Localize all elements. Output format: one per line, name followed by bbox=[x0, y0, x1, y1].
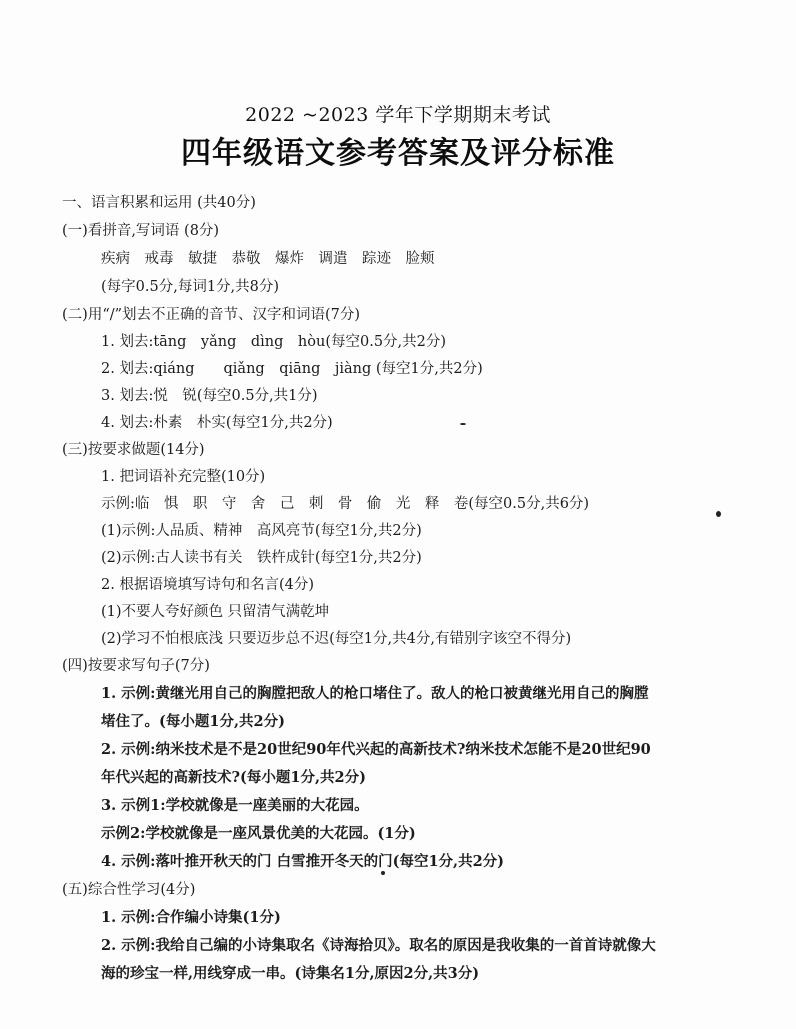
answer-line: 1. 划去:tāng yǎng dìng hòu(每空0.5分,共2分) bbox=[101, 334, 447, 350]
subsection-heading: (四)按要求写句子(7分) bbox=[62, 658, 210, 674]
subsection-heading: (五)综合性学习(4分) bbox=[62, 882, 196, 898]
answer-line: 3. 划去:悦 锐(每空0.5分,共1分) bbox=[101, 388, 318, 404]
scoring-note: (每字0.5分,每词1分,共8分) bbox=[101, 279, 280, 295]
answer-line: 2. 示例:纳米技术是不是20世纪90年代兴起的高新技术?纳米技术怎能不是20世纪90 bbox=[101, 741, 651, 758]
answer-line: 年代兴起的高新技术?(每小题1分,共2分) bbox=[101, 769, 366, 786]
scan-speck bbox=[716, 511, 721, 517]
answer-line: 1. 把词语补充完整(10分) bbox=[101, 469, 266, 485]
answer-line: (1)不要人夸好颜色 只留清气满乾坤 bbox=[101, 604, 330, 620]
exam-subtitle: 2022 ~2023 学年下学期期末考试 bbox=[245, 104, 551, 126]
answer-line: 1. 示例:黄继光用自己的胸膛把敌人的枪口堵住了。敌人的枪口被黄继光用自己的胸膛 bbox=[101, 685, 649, 702]
answer-line: 2. 划去:qiáng qiǎng qiāng jiàng (每空1分,共2分) bbox=[101, 361, 483, 377]
answer-line: 1. 示例:合作编小诗集(1分) bbox=[101, 909, 281, 926]
answer-line: 4. 划去:朴素 朴实(每空1分,共2分) bbox=[101, 415, 333, 431]
answer-line: 3. 示例1:学校就像是一座美丽的大花园。 bbox=[101, 797, 369, 814]
answer-line: 示例2:学校就像是一座风景优美的大花园。(1分) bbox=[101, 825, 416, 842]
answer-line: 堵住了。(每小题1分,共2分) bbox=[101, 713, 285, 730]
answer-line: (2)学习不怕根底浅 只要迈步总不迟(每空1分,共4分,有错别字该空不得分) bbox=[101, 631, 572, 647]
scan-speck bbox=[460, 423, 466, 425]
answer-line: 2. 根据语境填写诗句和名言(4分) bbox=[101, 577, 314, 593]
subsection-heading: (三)按要求做题(14分) bbox=[62, 442, 205, 458]
scan-speck bbox=[381, 871, 385, 875]
answer-line: 4. 示例:落叶推开秋天的门 白雪推开冬天的门(每空1分,共2分) bbox=[101, 853, 505, 870]
section-heading-1: 一、语言积累和运用 (共40分) bbox=[62, 195, 256, 211]
answer-line: 2. 示例:我给自己编的小诗集取名《诗海拾贝》。取名的原因是我收集的一首首诗就像大 bbox=[101, 937, 656, 954]
answer-words: 疾病 戒毒 敏捷 恭敬 爆炸 调遣 踪迹 脸颊 bbox=[101, 251, 435, 267]
answer-line: (1)示例:人品质、精神 高风亮节(每空1分,共2分) bbox=[101, 523, 422, 539]
subsection-heading: (二)用“/”划去不正确的音节、汉字和词语(7分) bbox=[62, 307, 361, 323]
answer-line: 海的珍宝一样,用线穿成一串。(诗集名1分,原因2分,共3分) bbox=[101, 965, 480, 982]
answer-line: 示例:临 惧 职 守 舍 己 刺 骨 偷 光 释 卷(每空0.5分,共6分) bbox=[101, 496, 590, 512]
subsection-heading: (一)看拼音,写词语 (8分) bbox=[62, 223, 220, 239]
page-title: 四年级语文参考答案及评分标准 bbox=[181, 136, 615, 171]
answer-line: (2)示例:古人读书有关 铁杵成针(每空1分,共2分) bbox=[101, 550, 422, 566]
